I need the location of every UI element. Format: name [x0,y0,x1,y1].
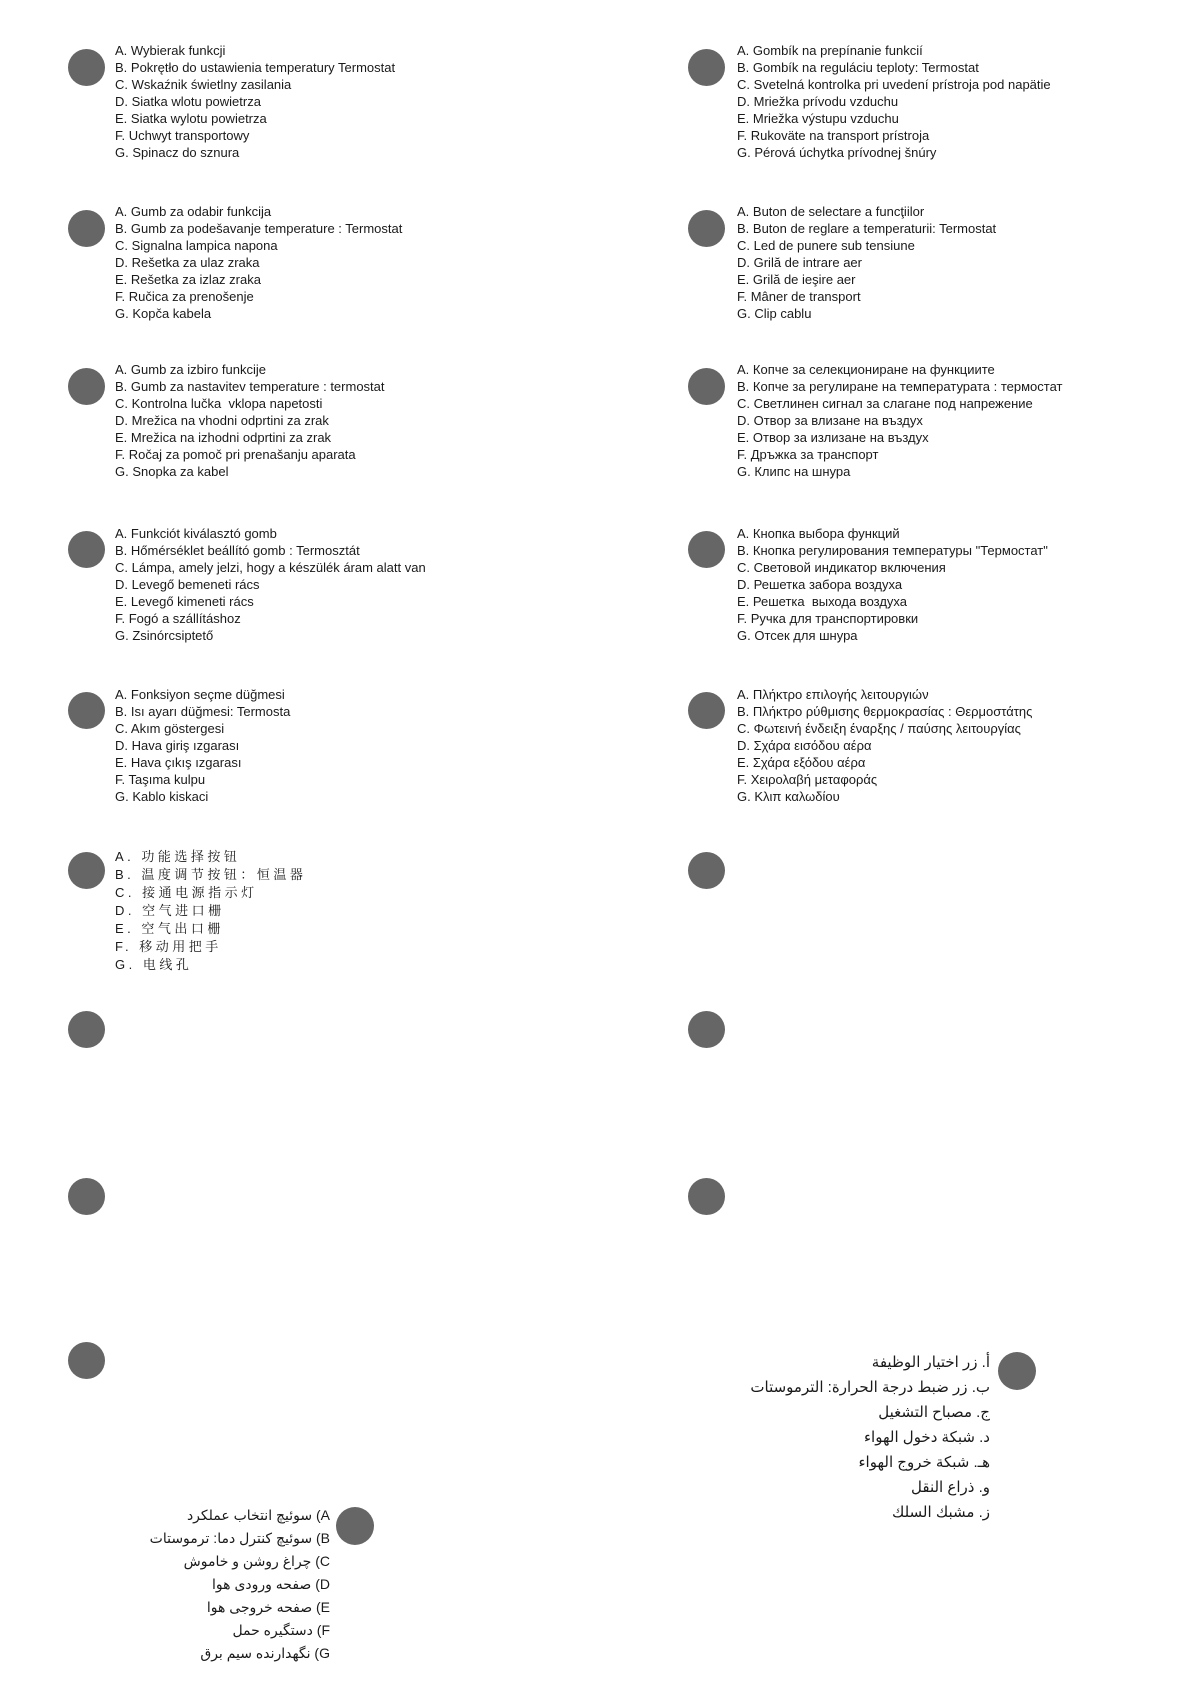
legend-line: B. Buton de reglare a temperaturii: Termostat [737,221,997,236]
legend-line: D. Levegő bemeneti rács [115,577,260,592]
legend-line: F. Rukoväte na transport prístroja [737,128,930,143]
legend-line: A. Fonksiyon seçme düğmesi [115,687,285,702]
legend-line: E. Grilă de ieşire aer [737,272,856,287]
legend-line: C. Signalna lampica napona [115,238,278,253]
language-marker-circle-farsi [336,1507,374,1545]
legend-line: B. Hőmérséklet beállító gomb : Termosztát [115,543,360,558]
legend-line: B. Gumb za podešavanje temperature : Termostat [115,221,403,236]
language-marker-circle-polish [68,49,105,86]
legend-line: F. Fogó a szállításhoz [115,611,241,626]
legend-block-polish [115,42,395,161]
legend-line: G. Отсек для шнура [737,628,858,643]
legend-line: E. Mrežica na izhodni odprtini za zrak [115,430,332,445]
legend-line: صفحه ورودی هوا (D [212,1576,330,1592]
legend-line: B. 温度调节按钮：恒温器 [115,867,307,882]
legend-line: F. 移动用把手 [115,939,222,954]
legend-line: چراغ روشن و خاموش (C [183,1553,330,1569]
language-marker-circle-russian [688,531,725,568]
legend-line: C. 接通电源指示灯 [115,885,258,900]
legend-block-romanian [737,203,996,322]
legend-line: B. Pokrętło do ustawienia temperatury Termostat [115,60,396,75]
legend-line: A. Wybierak funkcji [115,43,226,58]
legend-line: A. Кнопка выбора функций [737,526,900,541]
legend-line: F. Mâner de transport [737,289,861,304]
legend-line: و. ذراع النقل [911,1479,990,1496]
legend-line: G. Клипс на шнура [737,464,851,479]
language-marker-circle-slovenian [68,368,105,405]
legend-line: أ. زر اختيار الوظيفة [871,1354,990,1371]
legend-line: سوئیچ انتخاب عملکرد (A [186,1507,330,1523]
legend-line: C. Lámpa, amely jelzi, hogy a készülék áram alatt van [115,560,426,575]
legend-block-chinese [115,848,306,974]
legend-line: E. Решетка выхода воздуха [737,594,907,609]
legend-line: G. Clip cablu [737,306,812,321]
language-marker-circle-chinese [68,852,105,889]
legend-block-greek [737,686,1032,805]
legend-line: G. Κλιπ καλωδίου [737,789,840,804]
legend-line: صفحه خروجی هوا (E [206,1599,330,1615]
language-marker-circle-turkish [68,692,105,729]
legend-line: F. Χειρολαβή μεταφοράς [737,772,878,787]
legend-line: A. 功能选择按钮 [115,849,241,864]
legend-line: E. Siatka wylotu powietrza [115,111,267,126]
legend-line: E. Отвор за излизане на въздух [737,430,929,445]
legend-line: F. Ручка для транспортировки [737,611,919,626]
legend-line: G. Spinacz do sznura [115,145,240,160]
legend-line: F. Taşıma kulpu [115,772,206,787]
legend-line: C. Led de punere sub tensiune [737,238,915,253]
empty-marker-circle [688,1178,725,1215]
legend-line: نگهدارنده سیم برق (G [200,1645,330,1661]
legend-block-farsi [40,1504,330,1665]
legend-line: G. Kopča kabela [115,306,212,321]
legend-line: C. Светлинен сигнал за слагане под напрежение [737,396,1033,411]
legend-line: F. Дръжка за транспорт [737,447,879,462]
legend-line: E. Mriežka výstupu vzduchu [737,111,899,126]
legend-block-slovenian [115,361,385,480]
legend-block-turkish [115,686,290,805]
legend-line: D. Σχάρα εισόδου αέρα [737,738,872,753]
legend-line: D. Hava giriş ızgarası [115,738,240,753]
legend-line: ج. مصباح التشغيل [878,1404,990,1421]
legend-line: B. Gombík na reguláciu teploty: Termostat [737,60,979,75]
language-marker-circle-croatian [68,210,105,247]
empty-marker-circle [688,852,725,889]
legend-line: E. Σχάρα εξόδου αέρα [737,755,866,770]
legend-line: B. Копче за регулиране на температурата : термостат [737,379,1063,394]
legend-block-croatian [115,203,402,322]
legend-block-slovak [737,42,1051,161]
legend-block-hungarian [115,525,426,644]
legend-line: F. Uchwyt transportowy [115,128,250,143]
legend-line: د. شبكة دخول الهواء [864,1429,990,1446]
legend-line: A. Buton de selectare a funcţiilor [737,204,925,219]
legend-line: B. Πλήκτρο ρύθμισης θερμοκρασίας : Θερμοστάτης [737,704,1033,719]
legend-line: سوئیچ کنترل دما: ترموستات (B [149,1530,330,1546]
empty-marker-circle [68,1342,105,1379]
legend-line: ز. مشبك السلك [891,1504,990,1521]
legend-line: D. Отвор за влизане на въздух [737,413,923,428]
legend-line: C. Световой индикатор включения [737,560,946,575]
language-marker-circle-arabic [998,1352,1036,1390]
legend-line: B. Кнопка регулирования температуры "Термостат" [737,543,1048,558]
legend-line: D. Mrežica na vhodni odprtini za zrak [115,413,329,428]
legend-line: D. Rešetka za ulaz zraka [115,255,260,270]
legend-line: دستگیره حمل (F [232,1622,330,1638]
legend-block-arabic [540,1350,990,1525]
language-marker-circle-bulgarian [688,368,725,405]
legend-line: E. 空气出口栅 [115,921,224,936]
legend-line: G. Kablo kiskaci [115,789,209,804]
legend-line: ب. زر ضبط درجة الحرارة: الترموستات [750,1379,990,1396]
language-marker-circle-greek [688,692,725,729]
legend-line: C. Φωτεινή ένδειξη έναρξης / παύσης λειτουργίας [737,721,1021,736]
legend-line: F. Ručica za prenošenje [115,289,254,304]
legend-line: G. 电线孔 [115,957,193,972]
legend-line: A. Πλήκτρο επιλογής λειτουργιών [737,687,929,702]
legend-line: B. Gumb za nastavitev temperature : termostat [115,379,385,394]
language-marker-circle-hungarian [68,531,105,568]
legend-line: A. Gumb za izbiro funkcije [115,362,267,377]
legend-block-bulgarian [737,361,1062,480]
legend-line: C. Svetelná kontrolka pri uvedení prístroja pod napätie [737,77,1051,92]
legend-line: G. Snopka za kabel [115,464,229,479]
legend-line: D. Siatka wlotu powietrza [115,94,261,109]
legend-line: A. Gumb za odabir funkcija [115,204,272,219]
legend-line: D. Решетка забора воздуха [737,577,903,592]
language-marker-circle-romanian [688,210,725,247]
empty-marker-circle [68,1011,105,1048]
legend-line: C. Kontrolna lučka vklopa napetosti [115,396,323,411]
legend-line: C. Akım göstergesi [115,721,225,736]
legend-line: E. Rešetka za izlaz zraka [115,272,261,287]
language-marker-circle-slovak [688,49,725,86]
legend-line: E. Levegő kimeneti rács [115,594,254,609]
legend-line: G. Pérová úchytka prívodnej šnúry [737,145,937,160]
legend-line: C. Wskaźnik świetlny zasilania [115,77,292,92]
legend-line: A. Копче за селекциониране на функциите [737,362,995,377]
legend-line: D. Grilă de intrare aer [737,255,862,270]
legend-block-russian [737,525,1048,644]
legend-line: B. Isı ayarı düğmesi: Termosta [115,704,291,719]
legend-line: هـ. شبكة خروج الهواء [858,1454,990,1471]
legend-line: A. Gombík na prepínanie funkcií [737,43,923,58]
legend-line: D. 空气进口栅 [115,903,225,918]
legend-line: A. Funkciót kiválasztó gomb [115,526,277,541]
legend-line: F. Ročaj za pomoč pri prenašanju aparata [115,447,356,462]
empty-marker-circle [68,1178,105,1215]
legend-line: G. Zsinórcsiptető [115,628,214,643]
legend-line: E. Hava çıkış ızgarası [115,755,242,770]
empty-marker-circle [688,1011,725,1048]
legend-line: D. Mriežka prívodu vzduchu [737,94,899,109]
